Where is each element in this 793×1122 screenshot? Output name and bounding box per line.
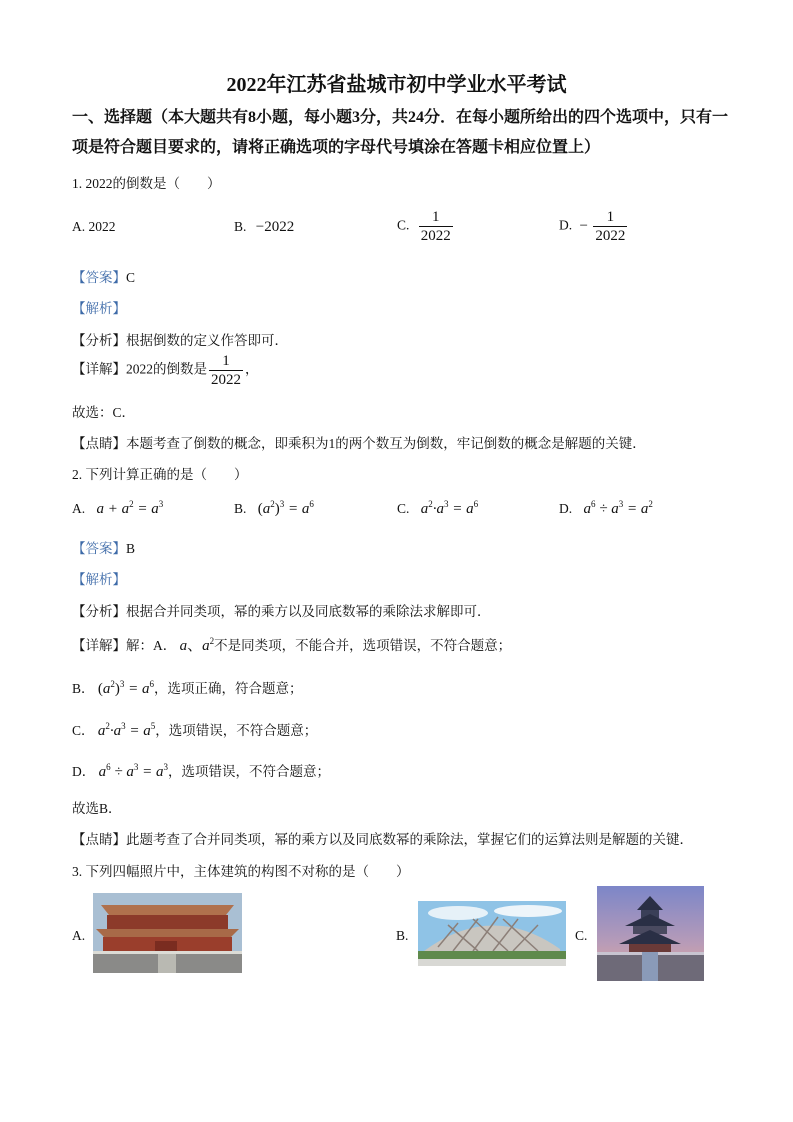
q2-option-d: D. $a^6 \div a^3 = a^2$ (559, 499, 653, 517)
math-expression: $a^2\cdot a^3 = a^6$ (420, 499, 479, 517)
option-label: B. (234, 219, 247, 234)
math-expression: a、$a^2$ (179, 636, 215, 654)
q2-dianjing: 【点睛】此题考查了合并同类项，幂的乘方以及同底数幂的乘除法，掌握它们的运算法则是解题的关键． (72, 832, 693, 847)
q3-option-c-label: C. (575, 928, 588, 943)
option-value: −2022 (255, 219, 295, 235)
q1-option-d: D. − $\frac{1}{2022}$ (559, 209, 626, 244)
q2-option-a: A. $a + a^2 = a^3$ (72, 499, 164, 517)
math-expression: $a^6 \div a^3 = a^3$ (98, 762, 168, 780)
answer-label: 【答案】 (72, 541, 126, 556)
q3-stem: 3. 下列四幅照片中，主体建筑的构图不对称的是（ ） (72, 864, 410, 879)
section-heading: 一、选择题（本大题共有8小题，每小题3分，共24分．在每小题所给出的四个选项中，只有一项是符合题目要求的，请将正确选项的字母代号填涂在答题卡相应位置上） (72, 109, 729, 156)
q2-line-b: B． $(a^2)^3 = a^6$，选项正确，符合题意； (72, 679, 303, 697)
q1-answer: 【答案】C (72, 270, 136, 285)
birds-nest-stadium-photo (418, 901, 566, 966)
q1-option-c (397, 208, 455, 245)
q1-fenxi: 【分析】根据倒数的定义作答即可． (72, 333, 288, 348)
math-expression: $(a^2)^3 = a^6$ (97, 679, 155, 697)
q1-dianjing: 【点睛】本题考查了倒数的概念，即乘积为1的两个数互为倒数，牢记倒数的概念是解题的关键． (72, 436, 646, 451)
answer-label: 【答案】 (72, 270, 126, 285)
math-expression: $(a^2)^3 = a^6$ (257, 499, 314, 517)
q2-xiangjie: 【详解】解：A． a、$a^2$不是同类项，不能合并，选项错误，不符合题意； (72, 636, 512, 654)
q2-option-c: C. $a^2\cdot a^3 = a^6$ (397, 499, 479, 517)
fraction: $\frac{1}{2022}$ (595, 209, 626, 244)
exam-title: 2022年江苏省盐城市初中学业水平考试 (226, 74, 567, 96)
fraction: $\frac{1}{2022}$ (211, 353, 241, 388)
q3-option-a-label: A. (72, 928, 86, 943)
q1-analysis-label: 【解析】 (72, 301, 126, 316)
q1-option-a (72, 219, 116, 235)
temple-of-heaven-photo (597, 886, 704, 981)
q2-line-c: C． $a^2\cdot a^3 = a^5$，选项错误，不符合题意； (72, 721, 318, 739)
q2-analysis-label: 【解析】 (72, 572, 126, 587)
math-expression: $a + a^2 = a^3$ (96, 499, 164, 517)
option-label: C. (397, 217, 410, 233)
q2-answer: 【答案】B (72, 541, 136, 556)
q1-option-b (234, 219, 294, 236)
q1-stem: 1. 2022的倒数是（ ） (72, 176, 221, 191)
q2-fenxi: 【分析】根据合并同类项，幂的乘方以及同底数幂的乘除法求解即可． (72, 604, 491, 619)
palace-hall-photo (93, 893, 242, 973)
option-label: D. (559, 217, 573, 233)
q2-option-b: B. $(a^2)^3 = a^6$ (234, 499, 314, 517)
q2-line-d: D． $a^6 \div a^3 = a^3$，选项错误，不符合题意； (72, 762, 330, 780)
math-expression: $a^2\cdot a^3 = a^5$ (97, 721, 156, 739)
option-value: 2022 (88, 219, 116, 234)
q1-xiangjie: 【详解】2022的倒数是 $\frac{1}{2022}$ ， (72, 353, 259, 388)
fraction: $\frac{1}{2022}$ (420, 209, 451, 244)
q3-option-b-label: B. (396, 928, 409, 943)
math-expression: $a^6 \div a^3 = a^2$ (583, 499, 653, 517)
q1-conclusion: 故选：C． (72, 405, 136, 420)
q2-stem: 2. 下列计算正确的是（ ） (72, 467, 248, 482)
option-label: A. (72, 219, 86, 234)
q2-conclusion: 故选B． (72, 801, 122, 816)
